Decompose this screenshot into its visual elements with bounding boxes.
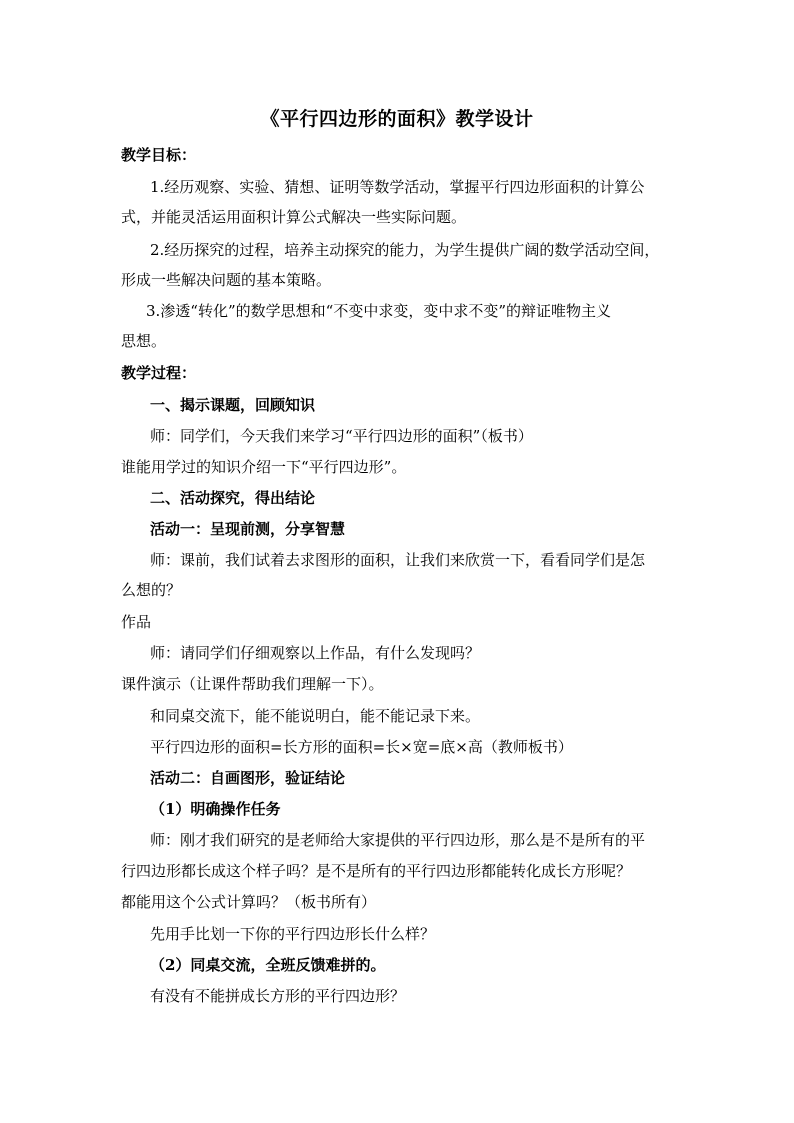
activity-1-formula: 平行四边形的面积=长方形的面积=长×宽=底×高（教师板书）: [150, 738, 573, 756]
goal-2-line-2: 形成一些解决问题的基本策略。: [121, 271, 332, 289]
goal-3-line-1: 3.渗透“转化”的数学思想和“不变中求变，变中求不变”的辩证唯物主义: [146, 302, 611, 320]
activity-2-paragraph-1-line-2: 行四边形都长成这个样子吗？是不是所有的平行四边形都能转化成长方形呢？: [121, 862, 632, 880]
goal-3-line-2: 思想。: [121, 332, 167, 350]
activity-2-step-2: （2）同桌交流，全班反馈难拼的。: [150, 956, 386, 974]
activity-2-paragraph-1-line-3: 都能用这个公式计算吗？（板书所有）: [121, 893, 377, 911]
activity-2-paragraph-2: 先用手比划一下你的平行四边形长什么样？: [150, 925, 436, 943]
section-1-heading: 一、揭示课题，回顾知识: [150, 396, 316, 414]
activity-2-step-1: （1）明确操作任务: [150, 800, 281, 818]
section-2-heading: 二、活动探究，得出结论: [150, 489, 316, 507]
goals-heading: 教学目标：: [121, 146, 197, 164]
activity-1-works-label: 作品: [121, 613, 152, 631]
activity-1-paragraph-1-line-2: 么想的？: [121, 581, 182, 599]
goal-2-line-1: 2.经历探究的过程，培养主动探究的能力，为学生提供广阔的数学活动空间，: [150, 241, 660, 259]
activity-1-paragraph-2: 师：请同学们仔细观察以上作品，有什么发现吗？: [150, 644, 481, 662]
process-heading: 教学过程：: [121, 364, 197, 382]
document-title: 《平行四边形的面积》教学设计: [260, 108, 534, 130]
activity-2-heading: 活动二：自画图形，验证结论: [150, 769, 346, 787]
activity-1-paragraph-4: 和同桌交流下，能不能说明白，能不能记录下来。: [150, 707, 481, 725]
activity-1-heading: 活动一：呈现前测，分享智慧: [150, 520, 346, 538]
goal-1-line-2: 式，并能灵活运用面积计算公式解决一些实际问题。: [121, 208, 467, 226]
activity-1-paragraph-1-line-1: 师：课前，我们试着去求图形的面积，让我们来欣赏一下，看看同学们是怎: [150, 551, 646, 569]
goal-1-line-1: 1.经历观察、实验、猜想、证明等数学活动，掌握平行四边形面积的计算公: [150, 178, 645, 196]
section-1-paragraph-1: 师：同学们，今天我们来学习“平行四边形的面积”（板书）: [150, 427, 533, 445]
activity-1-paragraph-3: 课件演示（让课件帮助我们理解一下）。: [121, 675, 384, 693]
activity-2-paragraph-3: 有没有不能拼成长方形的平行四边形？: [150, 987, 406, 1005]
activity-2-paragraph-1-line-1: 师：刚才我们研究的是老师给大家提供的平行四边形，那么是不是所有的平: [150, 831, 646, 849]
section-1-paragraph-2: 谁能用学过的知识介绍一下“平行四边形”。: [121, 458, 407, 476]
